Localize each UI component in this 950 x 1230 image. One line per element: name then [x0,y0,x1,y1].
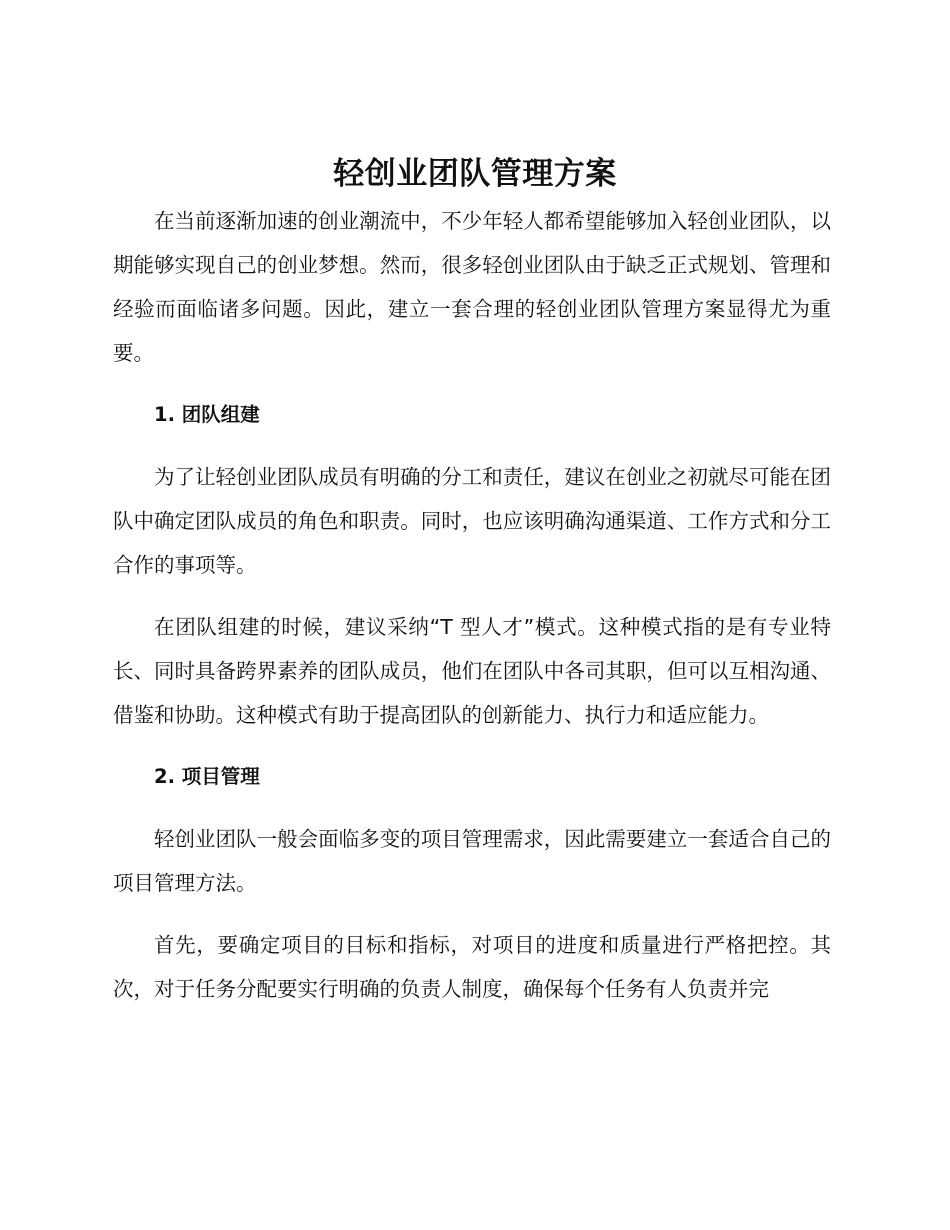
section-1-paragraph-1: 为了让轻创业团队成员有明确的分工和责任，建议在创业之初就尽可能在团队中确定团队成员的角色和职责。同时，也应该明确沟通渠道、工作方式和分工合作的事项等。 [113,465,831,577]
intro-paragraph: 在当前逐渐加速的创业潮流中，不少年轻人都希望能够加入轻创业团队，以期能够实现自己的创业梦想。然而，很多轻创业团队由于缺乏正式规划、管理和经验而面临诸多问题。因此，建立一套合理的轻创业团队管理方案显得尤为重要。 [113,209,831,365]
section-2-paragraph-2: 首先，要确定项目的目标和指标，对项目的进度和质量进行严格把控。其次，对于任务分配要实行明确的负责人制度，确保每个任务有人负责并完 [113,933,831,1001]
section-2-paragraph-1: 轻创业团队一般会面临多变的项目管理需求，因此需要建立一套适合自己的项目管理方法。 [113,827,831,895]
section-heading-project-management: 2. 项目管理 [154,765,260,788]
document-title: 轻创业团队管理方案 [333,156,617,192]
section-1-paragraph-2: 在团队组建的时候，建议采纳“T 型人才”模式。这种模式指的是有专业特长、同时具备跨界素养的团队成员，他们在团队中各司其职，但可以互相沟通、借鉴和协助。这种模式有助于提高团队的创新能力、执行力和适应能力。 [113,615,831,727]
section-heading-team-building: 1. 团队组建 [154,403,260,426]
document-body [113,199,831,1029]
